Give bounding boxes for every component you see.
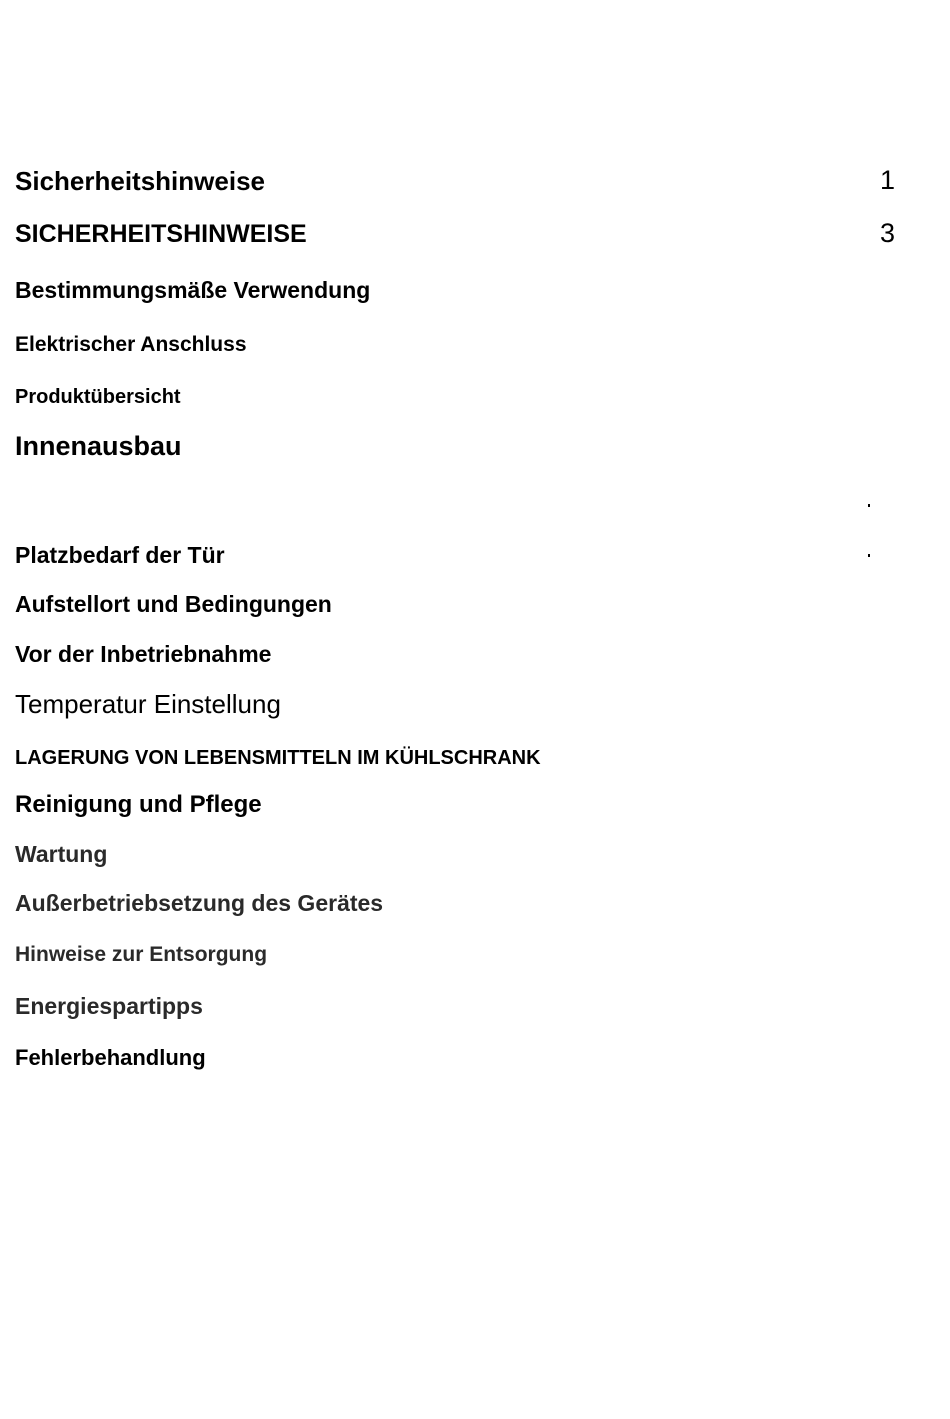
toc-entry-aufstellort	[15, 584, 915, 624]
toc-entry-title: LAGERUNG VON LEBENSMITTELN IM KÜHLSCHRANK	[15, 747, 541, 769]
toc-entry-page: 3	[879, 218, 895, 248]
toc-entry-vor-der-inbetriebnahme	[15, 634, 915, 674]
toc-entry-title: Energiespartipps	[15, 993, 203, 1019]
toc-entry-lagerung	[15, 736, 915, 776]
toc-entry-temperatur-einstellung	[15, 685, 915, 725]
toc-entry-title: Sicherheitshinweise	[15, 166, 265, 196]
toc-entry-reinigung-und-pflege	[15, 785, 915, 825]
toc-entry-produktuebersicht	[15, 375, 915, 415]
toc-entry-innenausbau	[15, 428, 915, 468]
toc-entry-title: Platzbedarf der Tür	[15, 542, 225, 568]
toc-entry-ausserbetriebsetzung	[15, 883, 915, 923]
stray-mark	[868, 504, 870, 507]
toc-entry-title: Bestimmungsmäße Verwendung	[15, 277, 371, 303]
toc-entry-title: Wartung	[15, 841, 108, 867]
toc-entry-elektrischer-anschluss	[15, 323, 915, 363]
toc-entry-title: Innenausbau	[15, 431, 182, 461]
toc-entry-title: Hinweise zur Entsorgung	[15, 943, 268, 966]
toc-entry-title: Aufstellort und Bedingungen	[15, 591, 332, 617]
toc-entry-platzbedarf-der-tuer	[15, 535, 915, 575]
toc-entry-sicherheitshinweise	[15, 162, 915, 202]
toc-entry-title: Fehlerbehandlung	[15, 1045, 206, 1070]
toc-entry-title: Produktübersicht	[15, 386, 181, 408]
toc-entry-title: Temperatur Einstellung	[15, 689, 281, 719]
toc-entry-title: Außerbetriebsetzung des Gerätes	[15, 890, 384, 916]
toc-entry-hinweise-zur-entsorgung	[15, 933, 915, 973]
toc-entry-title: SICHERHEITSHINWEISE	[15, 220, 307, 248]
toc-entry-page: 1	[879, 165, 895, 195]
toc-entry-energiespartipps	[15, 986, 915, 1026]
toc-entry-bestimmungsgemaesse-verwendung	[15, 270, 915, 310]
toc-entry-fehlerbehandlung	[15, 1037, 915, 1077]
toc-entry-title: Vor der Inbetriebnahme	[15, 641, 272, 667]
toc-entry-wartung	[15, 834, 915, 874]
toc-entry-title: Reinigung und Pflege	[15, 791, 262, 818]
toc-entry-sicherheitshinweise-caps	[15, 215, 915, 255]
toc-entry-title: Elektrischer Anschluss	[15, 333, 247, 356]
